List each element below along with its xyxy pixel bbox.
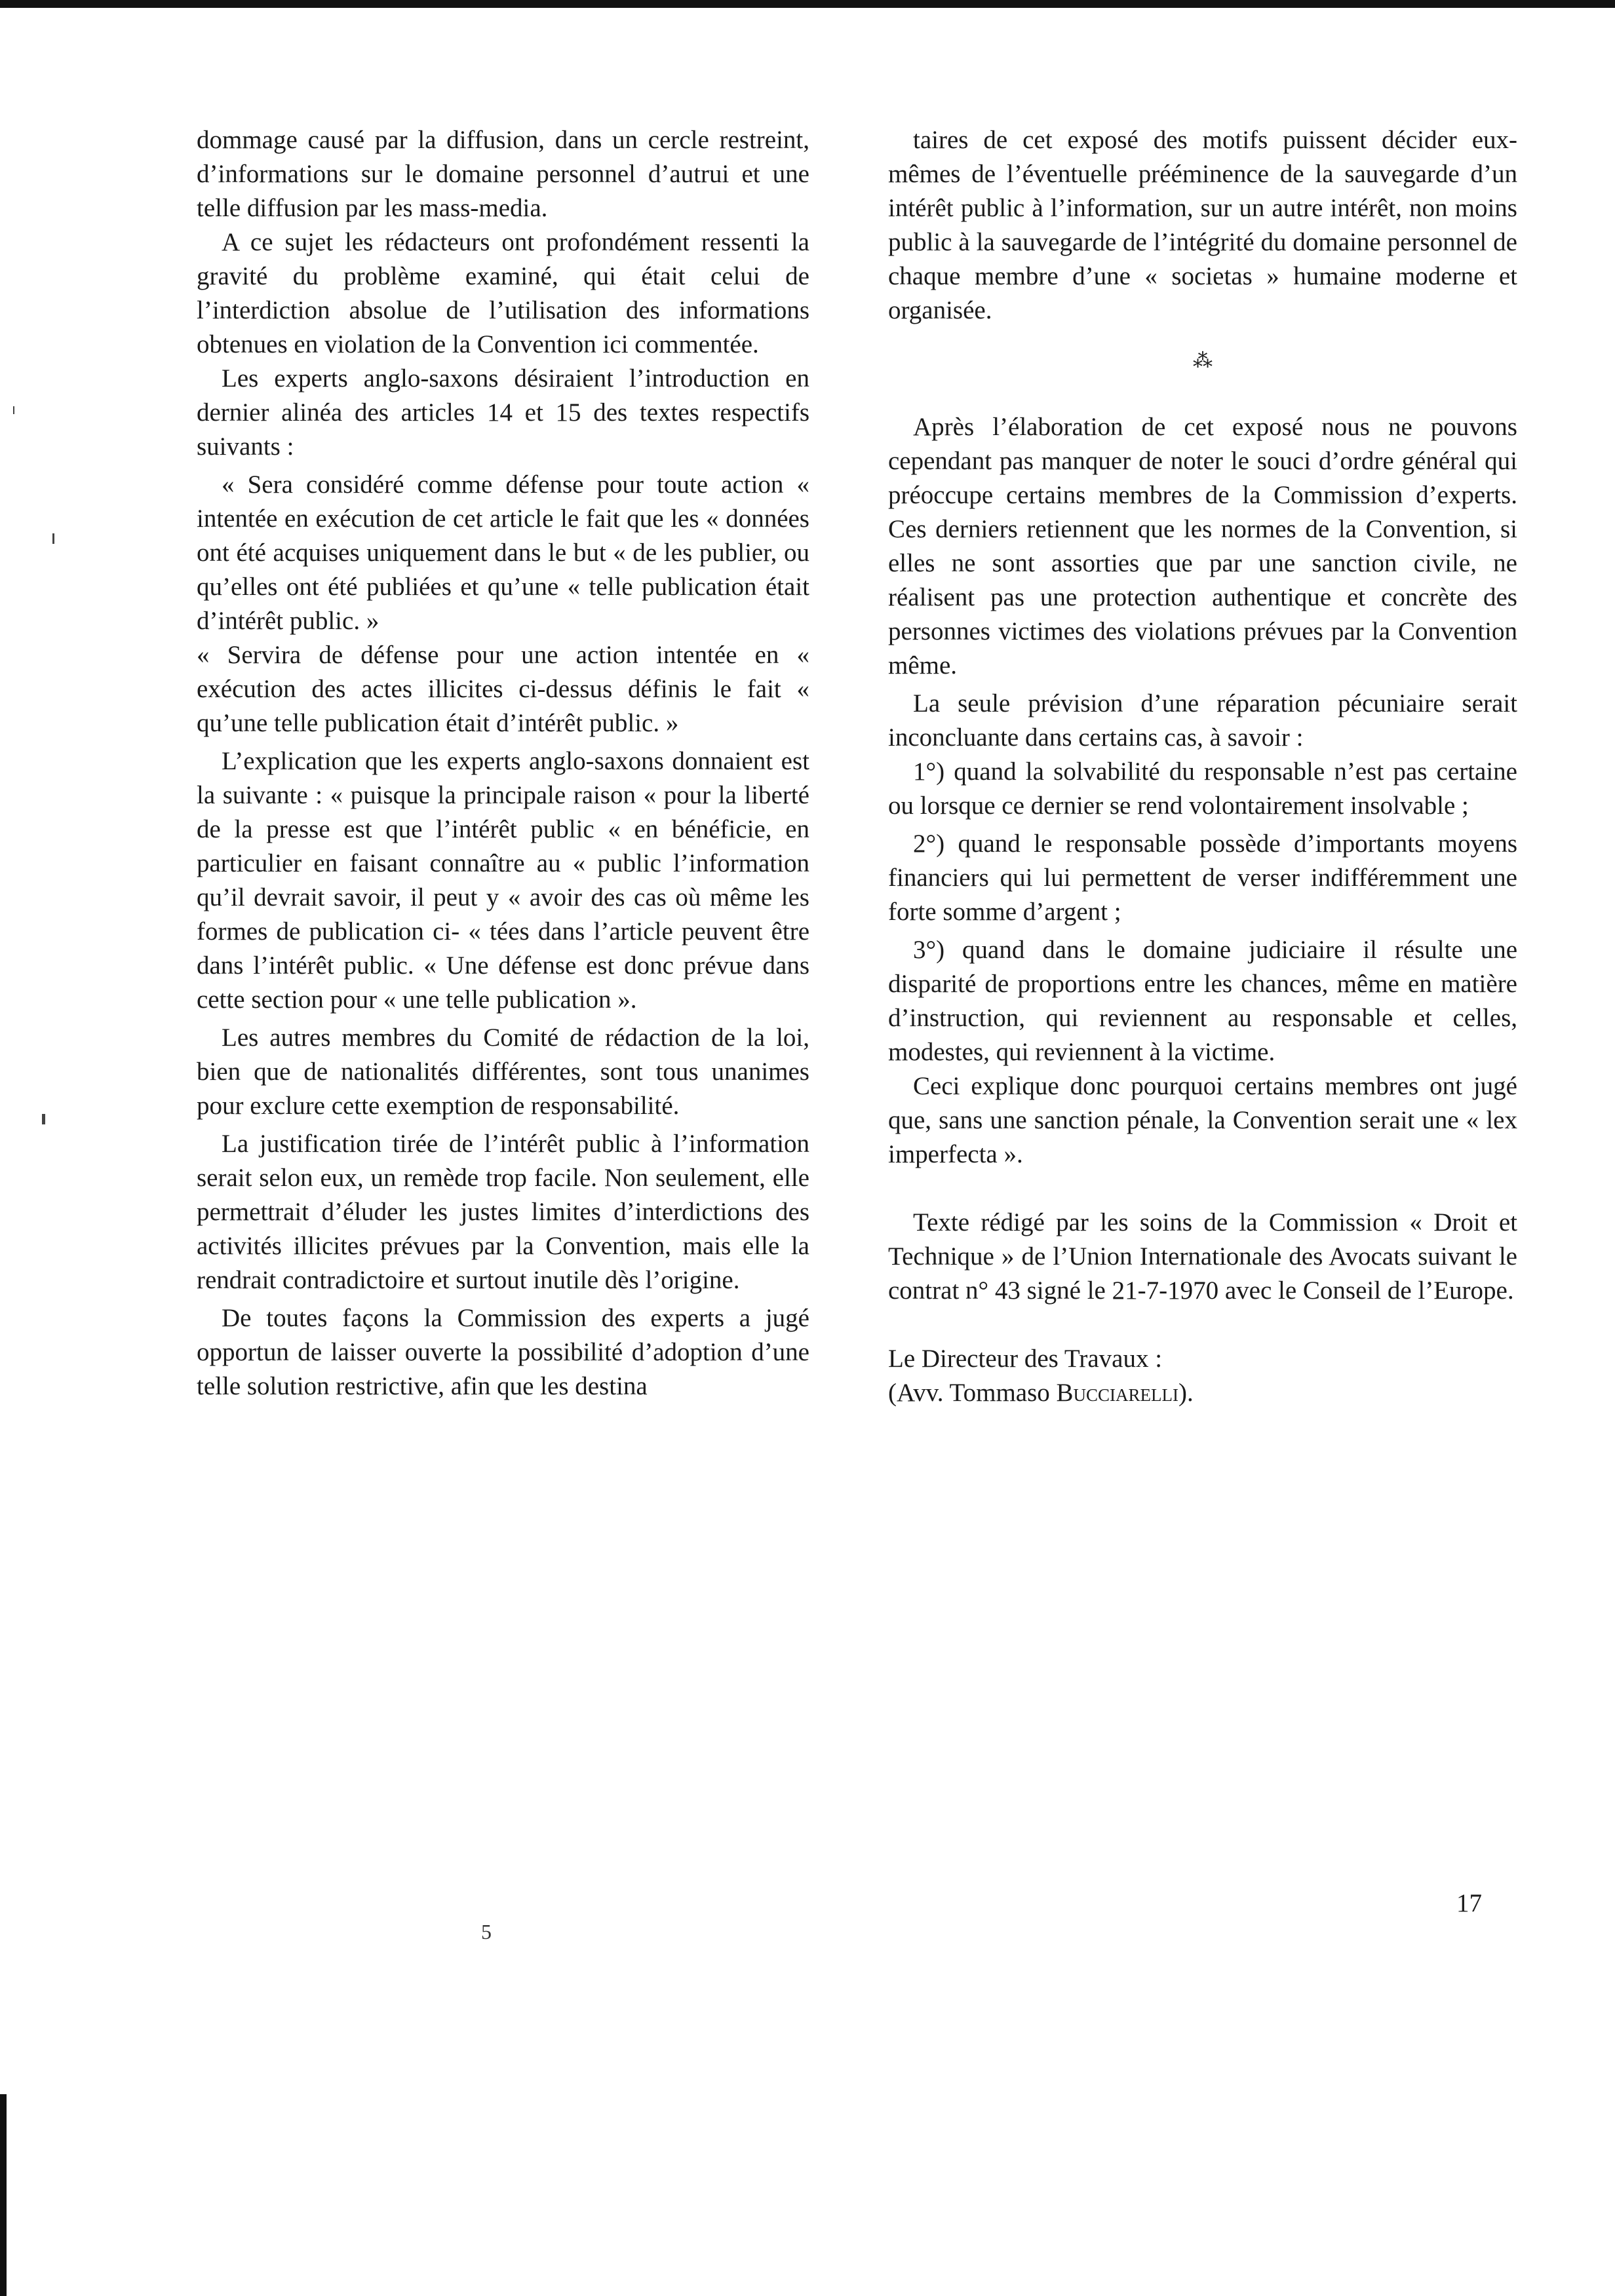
- left-column: [197, 123, 809, 1404]
- binding-edge: [0, 2094, 7, 2296]
- asterism-divider: ⁂: [1193, 350, 1213, 372]
- scan-speck: [52, 533, 54, 544]
- quote-paragraph: « Sera considéré comme défense pour toute action « intentée en exécution de cet article le fait que les « données ont été acquises uniquement dans le but « de les publier, ou qu’elles ont été publiées et qu’une « telle publication était d’intérêt public. »: [197, 470, 809, 635]
- paragraph: dommage causé par la diffusion, dans un cercle restreint, d’informations sur le domaine personnel d’autrui et une telle diffusion par les mass-media.: [197, 126, 809, 222]
- paragraph: Après l’élaboration de cet exposé nous ne pouvons cependant pas manquer de noter le souci d’ordre général qui préoccupe certains membres de la Commission d’experts. Ces derniers retiennent que les normes de la Convention, si elles ne sont assorties que par une sanction civile, ne réalisent pas une protection authentique et concrète des personnes victimes des violations prévues par la Convention même.: [888, 413, 1517, 679]
- scan-speck: [13, 406, 14, 414]
- paragraph: La justification tirée de l’intérêt public à l’information serait selon eux, un remède trop facile. Non seulement, elle permettrait d’éluder les justes limites d’interdictions des activités illicites prévues par la Convention, mais elle la rendrait contradictoire et surtout inutile dès l’origine.: [197, 1130, 809, 1294]
- paragraph: L’explication que les experts anglo-saxons donnaient est la suivante : « puisque la principale raison « pour la liberté de la presse est que l’intérêt public « en bénéficie, en particulier en faisant connaître au « public l’information qu’il devrait savoir, il peut y « avoir des cas où même les formes de publication ci- « tées dans l’article peuvent être dans l’intérêt public. « Une défense est donc prévue dans cette section pour « une telle publication ».: [197, 747, 809, 1014]
- signature-title: Le Directeur des Travaux :: [888, 1345, 1163, 1373]
- paragraph: A ce sujet les rédacteurs ont profondément ressenti la gravité du problème examiné, qui était celui de l’interdiction absolue de l’utilisation des informations obtenues en violation de la Convention ici commentée.: [197, 228, 809, 358]
- page-number: 17: [1456, 1889, 1482, 1917]
- paragraph: Les autres membres du Comité de rédaction de la loi, bien que de nationalités différentes, sont tous unanimes pour exclure cette exemption de responsabilité.: [197, 1024, 809, 1120]
- paragraph: Ceci explique donc pourquoi certains membres ont jugé que, sans une sanction pénale, la Convention serait une « lex imperfecta ».: [888, 1072, 1517, 1168]
- scan-speck: [42, 1114, 45, 1124]
- paragraph: De toutes façons la Commission des experts a jugé opportun de laisser ouverte la possibilité d’adoption d’une telle solution restrictive, afin que les destina: [197, 1304, 809, 1400]
- scan-top-edge: [0, 0, 1615, 8]
- list-item: 2°) quand le responsable possède d’importants moyens financiers qui lui permettent de verser indifféremment une forte somme d’argent ;: [888, 830, 1517, 926]
- paragraph: La seule prévision d’une réparation pécuniaire serait inconcluante dans certains cas, à savoir :: [888, 689, 1517, 752]
- right-column: [888, 123, 1517, 1410]
- list-item: 3°) quand dans le domaine judiciaire il résulte une disparité de proportions entre les chances, même en matière d’instruction, qui reviennent au responsable et celles, modestes, qui reviennent à la victime.: [888, 936, 1517, 1066]
- credit-note: Texte rédigé par les soins de la Commission « Droit et Technique » de l’Union Internationale des Avocats suivant le contrat n° 43 signé le 21-7-1970 avec le Conseil de l’Europe.: [888, 1208, 1517, 1305]
- sheet-mark: 5: [481, 1920, 492, 1943]
- paragraph: Les experts anglo-saxons désiraient l’introduction en dernier alinéa des articles 14 et 15 des textes respectifs suivants :: [197, 364, 809, 461]
- signature-name: (Avv. Tommaso Bucciarelli).: [888, 1379, 1194, 1407]
- quote-paragraph: « Servira de défense pour une action intentée en « exécution des actes illicites ci-dessus définis le fait « qu’une telle publication était d’intérêt public. »: [197, 641, 809, 737]
- paragraph: taires de cet exposé des motifs puissent décider eux-mêmes de l’éventuelle prééminence de la sauvegarde d’un intérêt public à l’information, sur un autre intérêt, non moins public à la sauvegarde de l’intégrité du domaine personnel de chaque membre d’une « societas » humaine moderne et organisée.: [888, 126, 1517, 324]
- list-item: 1°) quand la solvabilité du responsable n’est pas certaine ou lorsque ce dernier se rend volontairement insolvable ;: [888, 757, 1517, 820]
